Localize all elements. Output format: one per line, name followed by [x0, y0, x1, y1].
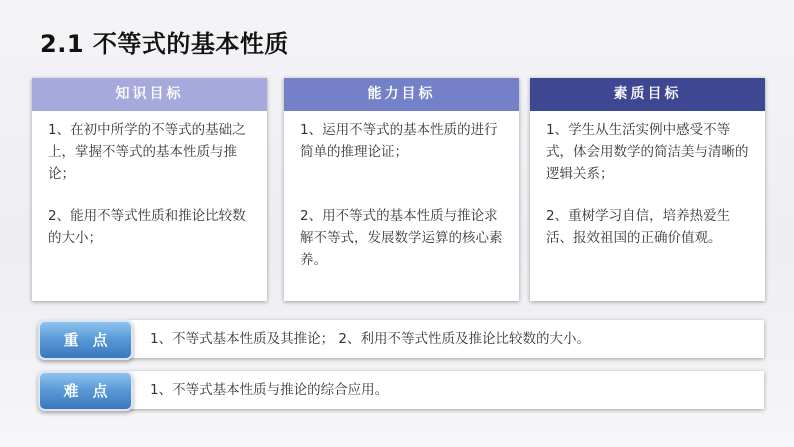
slide-title: 2.1 不等式的基本性质: [40, 30, 289, 58]
card-item: 1、在初中所学的不等式的基础之上，掌握不等式的基本性质与推论；: [48, 122, 246, 182]
difficulty-badge: 难点: [38, 371, 133, 411]
card-body-ability-goals: [284, 111, 519, 271]
card-knowledge-goals: [32, 78, 267, 301]
card-item: 2、重树学习自信，培养热爱生活、报效祖国的正确价值观。: [546, 208, 731, 246]
key-point-bar: [128, 320, 764, 358]
key-point-text: 1、不等式基本性质及其推论； 2、利用不等式性质及推论比较数的大小。: [150, 331, 590, 347]
card-header-knowledge-goals: 知识目标: [32, 78, 267, 111]
difficulty-text: 1、不等式基本性质与推论的综合应用。: [150, 382, 389, 398]
card-header-ability-goals: 能力目标: [284, 78, 519, 111]
card-body-knowledge-goals: [32, 111, 267, 249]
card-item: 1、运用不等式的基本性质的进行简单的推理论证；: [300, 122, 498, 160]
card-body-quality-goals: [530, 111, 765, 249]
difficulty-bar: [128, 371, 764, 409]
card-header-quality-goals: 素质目标: [530, 78, 765, 111]
card-item: 2、能用不等式性质和推论比较数的大小；: [48, 208, 246, 246]
key-point-badge: 重点: [38, 320, 133, 360]
card-item: 2、用不等式的基本性质与推论求解不等式，发展数学运算的核心素养。: [300, 208, 503, 268]
card-ability-goals: [284, 78, 519, 301]
card-item: 1、学生从生活实例中感受不等式，体会用数学的简洁美与清晰的逻辑关系；: [546, 122, 749, 182]
card-quality-goals: [530, 78, 765, 301]
